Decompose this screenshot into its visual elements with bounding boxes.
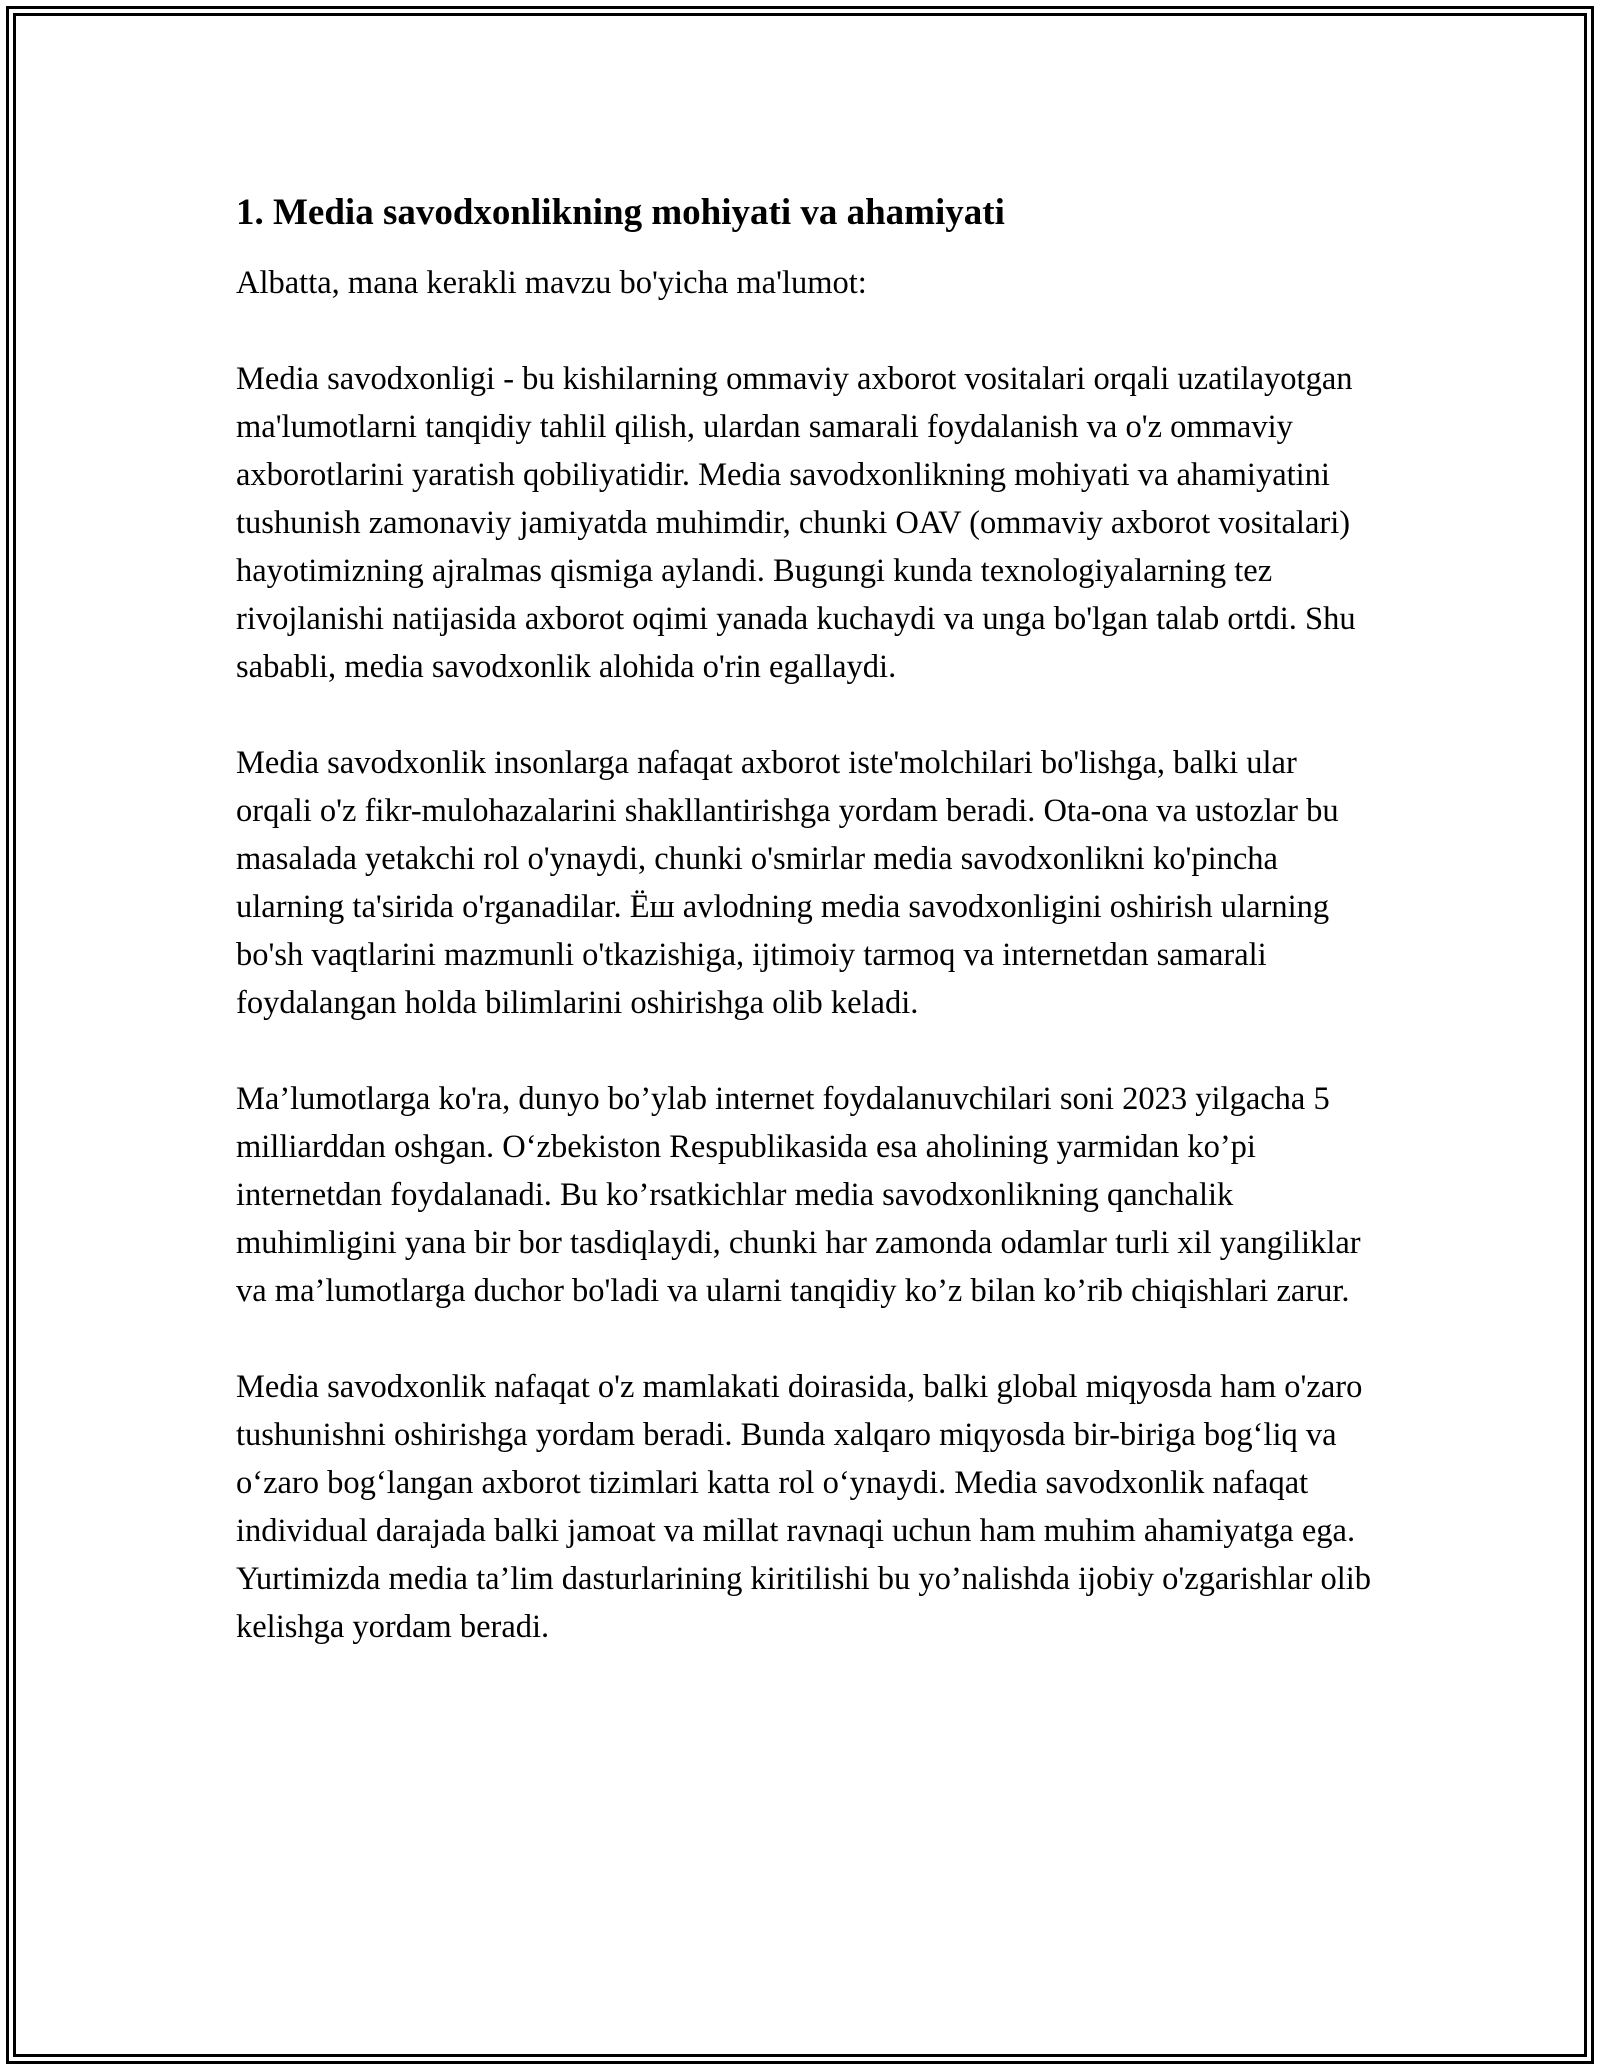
paragraph-intro: Albatta, mana kerakli mavzu bo'yicha ma'lumot: xyxy=(236,265,867,301)
document-title: 1. Media savodxonlikning mohiyati va ahamiyati xyxy=(236,192,1005,233)
paragraph-definition: Media savodxonligi - bu kishilarning ommaviy axborot vositalari orqali uzatilayotgan ma'lumotlarni tanqidiy tahlil qilish, ulardan samarali foydalanish va o'z ommaviy axborotlarini yaratish qobiliyatidir. Media savodxonlikning mohiyati va ahamiyatini tushunish zamonaviy jamiyatda muhimdir, chunki OAV (ommaviy axborot vositalari) hayotimizning ajralmas qismiga aylandi. Bugungi kunda texnologiyalarning tez rivojlanishi natijasida axborot oqimi yanada kuchaydi va unga bo'lgan talab ortdi. Shu sababli, media savodxonlik alohida o'rin egallaydi. xyxy=(236,361,1356,685)
paragraph-role: Media savodxonlik insonlarga nafaqat axborot iste'molchilari bo'lishga, balki ular orqali o'z fikr-mulohazalarini shakllantirishga yordam beradi. Ota-ona va ustozlar bu masalada yetakchi rol o'ynaydi, chunki o'smirlar media savodxonlikni ko'pincha ularning ta'sirida o'rganadilar. Ёш avlodning media savodxonligini oshirish ularning bo'sh vaqtlarini mazmunli o'tkazishiga, ijtimoiy tarmoq va internetdan samarali foydalangan holda bilimlarini oshirishga olib keladi. xyxy=(236,745,1339,1021)
paragraph-statistics: Ma’lumotlarga ko'ra, dunyo bo’ylab internet foydalanuvchilari soni 2023 yilgacha 5 milliarddan oshgan. O‘zbekiston Respublikasida esa aholining yarmidan ko’pi internetdan foydalanadi. Bu ko’rsatkichlar media savodxonlikning qanchalik muhimligini yana bir bor tasdiqlaydi, chunki har zamonda odamlar turli xil yangiliklar va ma’lumotlarga duchor bo'ladi va ularni tanqidiy ko’z bilan ko’rib chiqishlari zarur. xyxy=(236,1081,1361,1309)
paragraph-global: Media savodxonlik nafaqat o'z mamlakati doirasida, balki global miqyosda ham o'zaro tushunishni oshirishga yordam beradi. Bunda xalqaro miqyosda bir-biriga bog‘liq va o‘zaro bog‘langan axborot tizimlari katta rol o‘ynaydi. Media savodxonlik nafaqat individual darajada balki jamoat va millat ravnaqi uchun ham muhim ahamiyatga ega. Yurtimizda media ta’lim dasturlarining kiritilishi bu yo’nalishda ijobiy o'zgarishlar olib kelishga yordam beradi. xyxy=(236,1369,1372,1645)
document-body xyxy=(236,189,1376,1651)
